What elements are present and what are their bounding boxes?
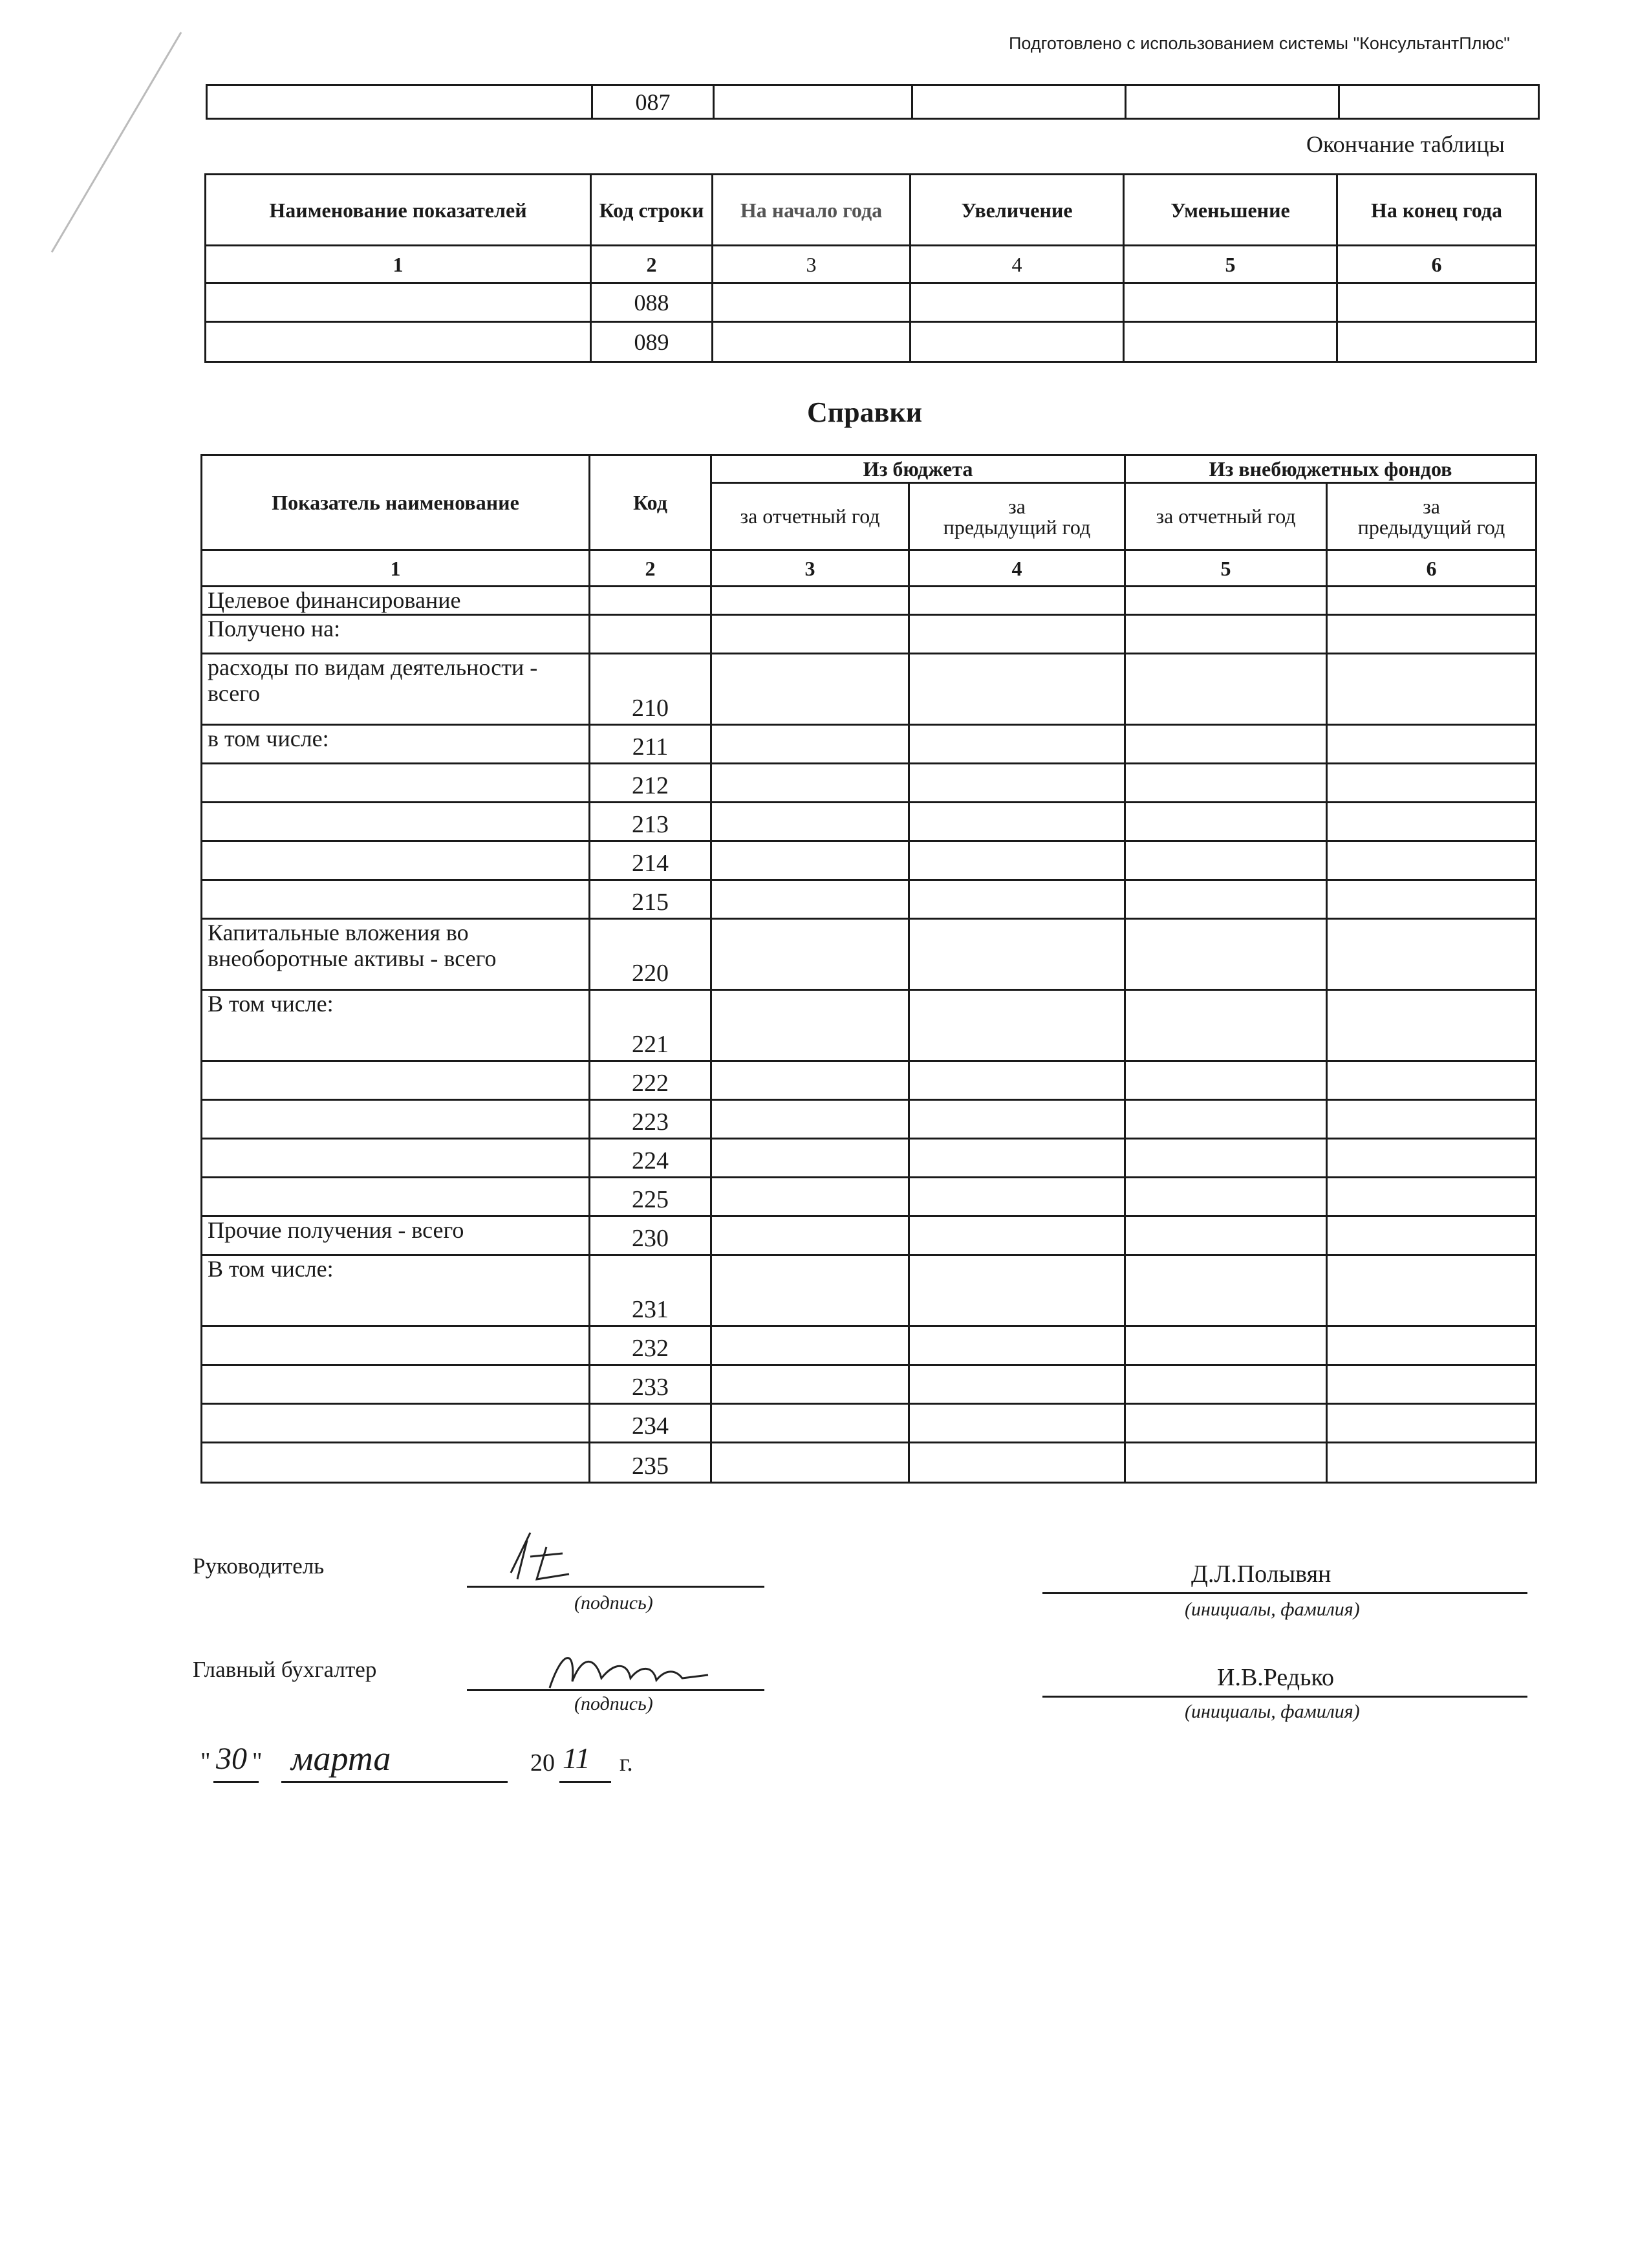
- row-name: [202, 841, 590, 880]
- row-name: Капитальные вложения во внеоборотные активы - всего: [202, 919, 590, 990]
- row-code: 221: [590, 990, 711, 1061]
- value-cell: [1327, 1255, 1536, 1326]
- accountant-signature-line: [467, 1689, 764, 1691]
- value-cell: [1327, 803, 1536, 841]
- col-number: 1: [202, 550, 590, 587]
- head-name: Д.Л.Полывян: [1191, 1561, 1331, 1588]
- value-cell: [711, 615, 909, 654]
- value-cell: [711, 725, 909, 764]
- row-name: [202, 803, 590, 841]
- value-cell: [1327, 1404, 1536, 1443]
- value-cell: [1327, 1100, 1536, 1139]
- header-prev-year: за предыдущий год: [909, 483, 1125, 550]
- row-name: В том числе:: [202, 1255, 590, 1326]
- value-cell: [1125, 587, 1327, 615]
- row-code: 234: [590, 1404, 711, 1443]
- header-offbudget: Из внебюджетных фондов: [1125, 455, 1536, 483]
- value-cell: [909, 841, 1125, 880]
- row-name: [202, 1139, 590, 1178]
- value-cell: [1327, 764, 1536, 803]
- col-number: 4: [911, 246, 1124, 283]
- scan-artifact: [39, 26, 194, 259]
- value-cell: [711, 1216, 909, 1255]
- section-title: Справки: [807, 396, 923, 428]
- row-name: [202, 1326, 590, 1365]
- row-code: 223: [590, 1100, 711, 1139]
- value-cell: [1125, 803, 1327, 841]
- value-cell: [1125, 919, 1327, 990]
- row-name: расходы по видам деятельности - всего: [202, 654, 590, 725]
- value-cell: [1327, 1139, 1536, 1178]
- value-cell: [1125, 1443, 1327, 1483]
- table-row: [206, 322, 1536, 362]
- row-code: 211: [590, 725, 711, 764]
- head-signature: [491, 1528, 588, 1586]
- table-row: [202, 841, 1536, 880]
- value-cell: [1327, 725, 1536, 764]
- table-row: [202, 764, 1536, 803]
- value-cell: [1327, 587, 1536, 615]
- header-code: Код строки: [591, 175, 713, 246]
- value-cell: [909, 1216, 1125, 1255]
- table-row: [202, 1326, 1536, 1365]
- value-cell: [1327, 1216, 1536, 1255]
- row-code: 231: [590, 1255, 711, 1326]
- row-code: 213: [590, 803, 711, 841]
- value-cell: [1125, 654, 1327, 725]
- value-cell: [1327, 1365, 1536, 1404]
- value-cell: [1327, 1178, 1536, 1216]
- header-budget: Из бюджета: [711, 455, 1125, 483]
- value-cell: [1327, 1443, 1536, 1483]
- row-name: [202, 1061, 590, 1100]
- value-cell: [909, 654, 1125, 725]
- value-cell: [1125, 1061, 1327, 1100]
- value-cell: [711, 1404, 909, 1443]
- col-number: 5: [1124, 246, 1337, 283]
- row-code: 214: [590, 841, 711, 880]
- table-row: [202, 587, 1536, 615]
- value-cell: [909, 1365, 1125, 1404]
- value-cell: [1327, 919, 1536, 990]
- date-year-suffix: 11: [563, 1742, 590, 1775]
- row-name: Получено на:: [202, 615, 590, 654]
- row-name: [202, 880, 590, 919]
- value-cell: [711, 587, 909, 615]
- col-number: 3: [711, 550, 909, 587]
- row-code: 210: [590, 654, 711, 725]
- value-cell: [1327, 615, 1536, 654]
- value-cell: [909, 587, 1125, 615]
- table-row: [202, 919, 1536, 990]
- date-year-prefix: 20: [530, 1749, 555, 1777]
- value-cell: [909, 764, 1125, 803]
- header-name: Показатель наименование: [202, 455, 590, 550]
- value-cell: [909, 1443, 1125, 1483]
- table-row: [202, 1365, 1536, 1404]
- date-month: марта: [291, 1739, 391, 1778]
- value-cell: [711, 990, 909, 1061]
- head-label: Руководитель: [193, 1553, 325, 1579]
- row-code: 225: [590, 1178, 711, 1216]
- row-name: [202, 1178, 590, 1216]
- row-code: 224: [590, 1139, 711, 1178]
- date-year-unit: г.: [620, 1749, 633, 1777]
- signature-caption: (подпись): [574, 1693, 653, 1714]
- table-row: [202, 654, 1536, 725]
- col-number: 4: [909, 550, 1125, 587]
- name-caption: (инициалы, фамилия): [1185, 1701, 1360, 1722]
- value-cell: [711, 1365, 909, 1404]
- row-name: В том числе:: [202, 990, 590, 1061]
- header-code: Код: [590, 455, 711, 550]
- header-increase: Увеличение: [911, 175, 1124, 246]
- row-code: [590, 587, 711, 615]
- col-number: 6: [1327, 550, 1536, 587]
- value-cell: [1125, 1326, 1327, 1365]
- header-name: Наименование показателей: [206, 175, 591, 246]
- value-cell: [711, 1178, 909, 1216]
- value-cell: [909, 919, 1125, 990]
- value-cell: [1327, 1326, 1536, 1365]
- col-number: 2: [591, 246, 713, 283]
- value-cell: [909, 880, 1125, 919]
- header-note: Подготовлено с использованием системы "КонсультантПлюс": [1009, 34, 1510, 53]
- header-prev-year: за предыдущий год: [1327, 483, 1536, 550]
- table-row: [202, 1216, 1536, 1255]
- value-cell: [909, 1326, 1125, 1365]
- table-row: [202, 1061, 1536, 1100]
- value-cell: [909, 615, 1125, 654]
- value-cell: [1125, 841, 1327, 880]
- head-signature-line: [467, 1586, 764, 1588]
- accountant-label: Главный бухгалтер: [193, 1657, 377, 1682]
- value-cell: [711, 919, 909, 990]
- row-name: [202, 764, 590, 803]
- row-name: в том числе:: [202, 725, 590, 764]
- table-row: [202, 1443, 1536, 1483]
- row-code: 212: [590, 764, 711, 803]
- value-cell: [909, 990, 1125, 1061]
- row-code: 088: [591, 283, 713, 322]
- table-row: [202, 1178, 1536, 1216]
- value-cell: [1125, 880, 1327, 919]
- row-code: 215: [590, 880, 711, 919]
- row-name: [202, 1443, 590, 1483]
- value-cell: [909, 1139, 1125, 1178]
- value-cell: [1125, 764, 1327, 803]
- value-cell: [909, 1100, 1125, 1139]
- col-number: 1: [206, 246, 591, 283]
- signature-caption: (подпись): [574, 1592, 653, 1614]
- accountant-name: И.В.Редько: [1217, 1664, 1334, 1691]
- value-cell: [909, 725, 1125, 764]
- table-row: [206, 283, 1536, 322]
- value-cell: [1125, 1139, 1327, 1178]
- value-cell: [711, 880, 909, 919]
- table-row: [202, 725, 1536, 764]
- date-day: 30: [216, 1742, 247, 1776]
- date-line: " 30 " марта 20 11 г.: [200, 1741, 653, 1786]
- table-row: [202, 990, 1536, 1061]
- row-name: [202, 1404, 590, 1443]
- table-row: [202, 880, 1536, 919]
- row-code: 220: [590, 919, 711, 990]
- col-number: 5: [1125, 550, 1327, 587]
- row-name: [202, 1100, 590, 1139]
- value-cell: [1125, 1216, 1327, 1255]
- head-name-line: [1042, 1592, 1527, 1594]
- top-table: [206, 84, 1540, 120]
- accountant-signature: [543, 1643, 731, 1701]
- value-cell: [711, 764, 909, 803]
- row-name: Целевое финансирование: [202, 587, 590, 615]
- value-cell: [1125, 1365, 1327, 1404]
- value-cell: [711, 1443, 909, 1483]
- value-cell: [1125, 990, 1327, 1061]
- table-row: [202, 1255, 1536, 1326]
- value-cell: [711, 1255, 909, 1326]
- table-2: [200, 454, 1537, 1484]
- row-code: [590, 615, 711, 654]
- value-cell: [1125, 1404, 1327, 1443]
- header-decrease: Уменьшение: [1124, 175, 1337, 246]
- header-end: На конец года: [1337, 175, 1536, 246]
- value-cell: [1125, 725, 1327, 764]
- value-cell: [909, 1178, 1125, 1216]
- value-cell: [1125, 615, 1327, 654]
- value-cell: [1125, 1100, 1327, 1139]
- col-number: 6: [1337, 246, 1536, 283]
- value-cell: [711, 1326, 909, 1365]
- row-code: 235: [590, 1443, 711, 1483]
- continuation-label: Окончание таблицы: [1306, 131, 1505, 157]
- col-number: 2: [590, 550, 711, 587]
- table-row: [202, 1139, 1536, 1178]
- value-cell: [909, 1255, 1125, 1326]
- value-cell: [1125, 1255, 1327, 1326]
- row-name: [202, 1365, 590, 1404]
- value-cell: [1327, 1061, 1536, 1100]
- value-cell: [1327, 990, 1536, 1061]
- value-cell: [711, 1139, 909, 1178]
- table-row: [202, 615, 1536, 654]
- value-cell: [711, 1061, 909, 1100]
- value-cell: [909, 1404, 1125, 1443]
- value-cell: [711, 654, 909, 725]
- value-cell: [711, 1100, 909, 1139]
- header-report-year: за отчетный год: [1125, 483, 1327, 550]
- value-cell: [1327, 841, 1536, 880]
- accountant-name-line: [1042, 1696, 1527, 1698]
- value-cell: [1125, 1178, 1327, 1216]
- table-row: [202, 803, 1536, 841]
- header-report-year: за отчетный год: [711, 483, 909, 550]
- table-row: [202, 1404, 1536, 1443]
- table-row: [202, 1100, 1536, 1139]
- row-code: 222: [590, 1061, 711, 1100]
- value-cell: [711, 841, 909, 880]
- header-start: На начало года: [713, 175, 911, 246]
- value-cell: [1327, 654, 1536, 725]
- row-name: Прочие получения - всего: [202, 1216, 590, 1255]
- row-code: 232: [590, 1326, 711, 1365]
- row-code: 087: [592, 85, 714, 119]
- value-cell: [909, 803, 1125, 841]
- value-cell: [909, 1061, 1125, 1100]
- col-number: 3: [713, 246, 911, 283]
- row-code: 233: [590, 1365, 711, 1404]
- table-1: [204, 173, 1537, 363]
- value-cell: [1327, 880, 1536, 919]
- name-caption: (инициалы, фамилия): [1185, 1599, 1360, 1620]
- row-code: 230: [590, 1216, 711, 1255]
- value-cell: [711, 803, 909, 841]
- row-code: 089: [591, 322, 713, 362]
